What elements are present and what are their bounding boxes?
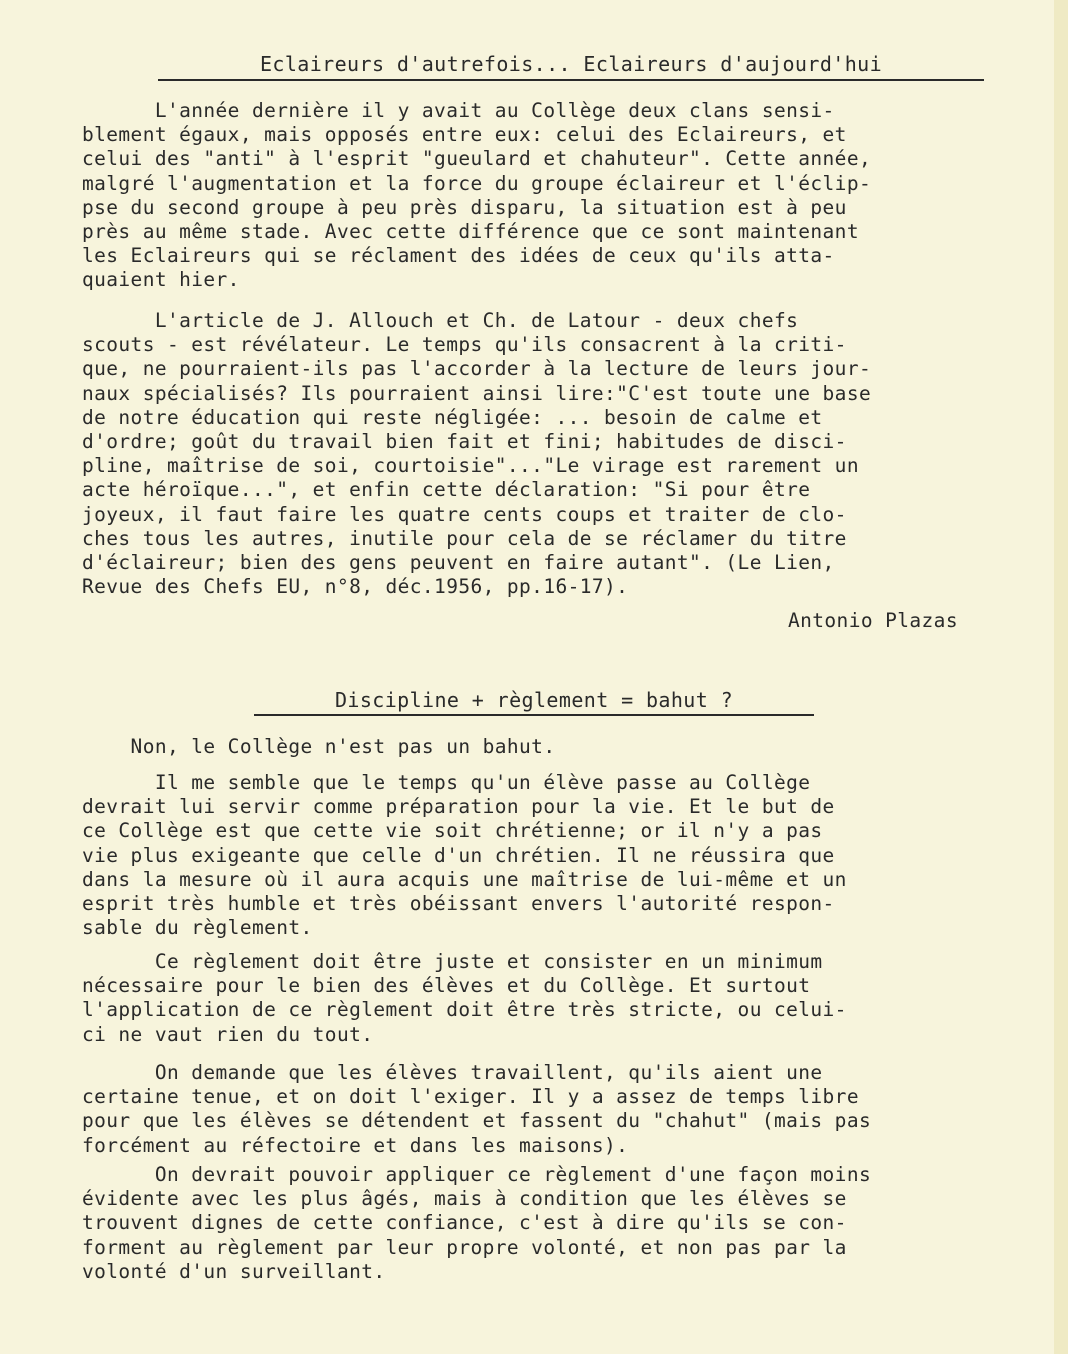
article2-paragraph-2: Il me semble que le temps qu'un élève passe au Collège devrait lui servir comme préparation pour la vie. Et le but de ce Collège est que cette vie soit chrétienne; or il n'y a pas vie plus exigeante que celle d'un chrétien. Il ne réussira que dans la mesure où il aura acquis une maîtrise de lui-même et un esprit très humble et très obéissant envers l'autorité respon- sable du règlement. [82, 771, 847, 940]
paper-edge [1054, 0, 1068, 1354]
article2-paragraph-5: On devrait pouvoir appliquer ce règlement d'une façon moins évidente avec les plus âgés, mais à condition que les élèves se trouvent dignes de cette confiance, c'est à dire qu'ils se con- forment au règlement par leur propre volonté, et non pas par la volonté d'un surveillant. [82, 1163, 872, 1283]
article2-title-underline [254, 714, 814, 716]
article1-paragraph-2: L'article de J. Allouch et Ch. de Latour - deux chefs scouts - est révélateur. Le temps qu'ils consacrent à la criti- que, ne pourraient-ils pas l'accorder à la lecture de leurs jour- naux spécialisés? Ils pourraient ainsi lire:"C'est toute une base de notre éducation qui reste négligée: ... besoin de calme et d'ordre; goût du travail bien fait et fini; habitudes de disci- pline, maîtrise de soi, courtoisie"..."Le virage est rarement un acte héroïque...", et enfin cette déclaration: "Si pour être joyeux, il faut faire les quatre cents coups et traiter de clo- ches tous les autres, inutile pour cela de se réclamer du titre d'éclaireur; bien des gens peuvent en faire autant". (Le Lien, Revue des Chefs EU, n°8, déc.1956, pp.16-17). [82, 309, 872, 599]
article2-paragraph-3: Ce règlement doit être juste et consister en un minimum nécessaire pour le bien des élèves et du Collège. Et surtout l'application de ce règlement doit être très stricte, ou celui- ci ne vaut rien du tout. [82, 950, 847, 1046]
article1-title-underline [158, 79, 984, 81]
article1-title: Eclaireurs d'autrefois... Eclaireurs d'aujourd'hui [259, 52, 883, 76]
article2-paragraph-1: Non, le Collège n'est pas un bahut. [82, 735, 556, 758]
article2-title: Discipline + règlement = bahut ? [334, 688, 734, 712]
article2-paragraph-4: On demande que les élèves travaillent, qu'ils aient une certaine tenue, et on doit l'exiger. Il y a assez de temps libre pour que les élèves se détendent et fassent du "chahut" (mais pas forcément au réfectoire et dans les maisons). [82, 1061, 872, 1157]
article1-paragraph-1: L'année dernière il y avait au Collège deux clans sensi- blement égaux, mais opposés entre eux: celui des Eclaireurs, et celui des "anti" à l'esprit "gueulard et chahuteur". Cette année, malgré l'augmentation et la force du groupe éclaireur et l'éclip- pse du second groupe à peu près disparu, la situation est à peu près au même stade. Avec cette différence que ce sont maintenant les Eclaireurs qui se réclament des idées de ceux qu'ils atta- quaient hier. [82, 99, 872, 292]
article1-author: Antonio Plazas [788, 609, 958, 632]
